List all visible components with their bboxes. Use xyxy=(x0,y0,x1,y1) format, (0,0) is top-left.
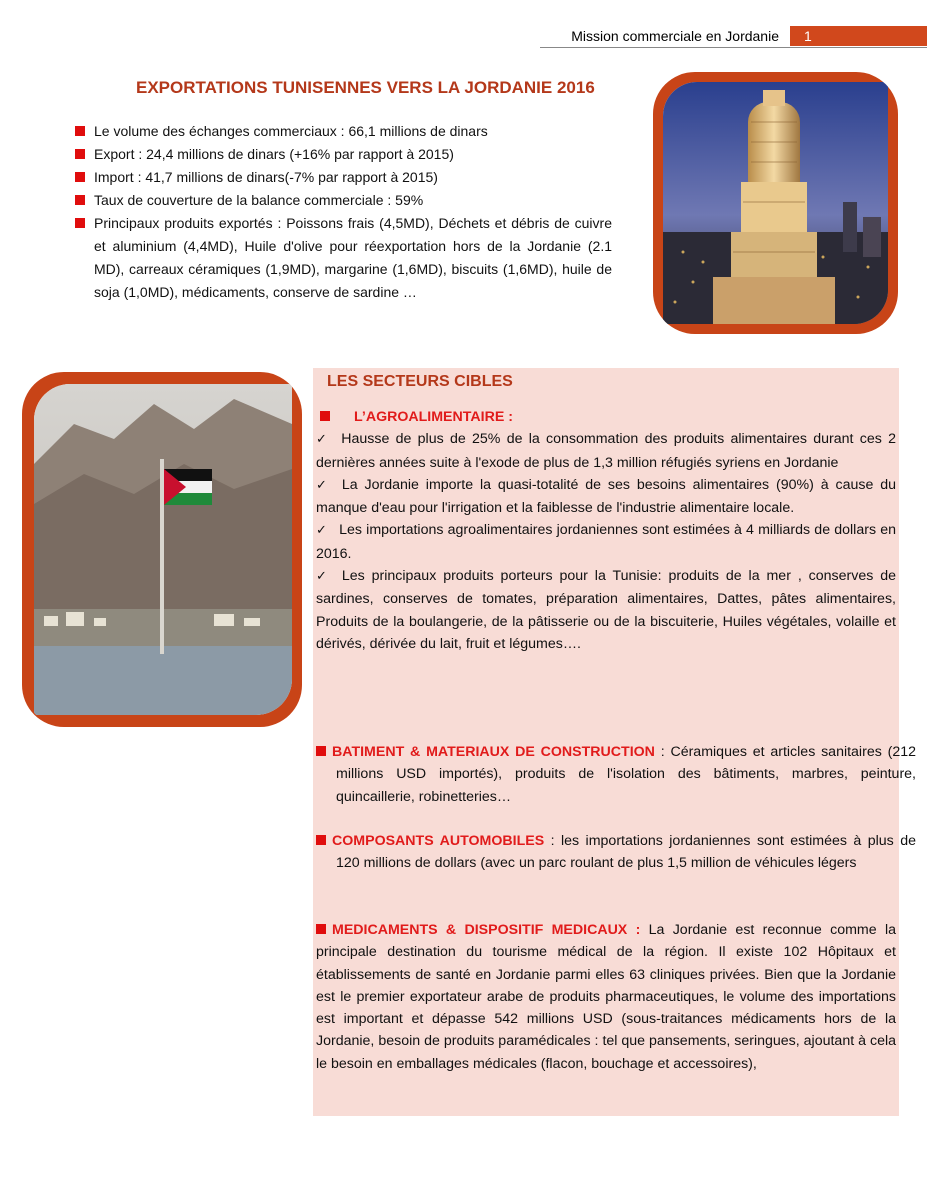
exports-list xyxy=(75,120,612,304)
red-square-icon xyxy=(320,411,330,421)
page-number: 1 xyxy=(790,26,927,46)
list-item: Taux de couverture de la balance commerciale : 59% xyxy=(75,189,612,212)
red-square-icon xyxy=(316,746,326,756)
list-item: Import : 41,7 millions de dinars(-7% par rapport à 2015) xyxy=(75,166,612,189)
target-sectors-panel xyxy=(313,368,916,1116)
aqaba-flag-photo xyxy=(34,384,292,715)
list-item: ✓ Les principaux produits porteurs pour la Tunisie: produits de la mer , conserves de sardines, conserves de tomates, préparation alimentaires, Dattes, pâtes alimentaires, Produits de la boulangerie, de la pâtisserie ou de la biscuiterie, Huiles végétales, volaille et dérivés, dérivée du lait, fruit et légumes…. xyxy=(316,568,896,652)
header-divider xyxy=(540,47,927,48)
list-item: ✓ Les importations agroalimentaires jordaniennes sont estimées à 4 milliards de dollars en 2016. xyxy=(316,522,896,562)
automotive-section: COMPOSANTS AUTOMOBILES : les importations jordaniennes sont estimées à plus de 120 millions de dollars (avec un parc roulant de plus 1,5 million de véhicules légers xyxy=(316,830,916,875)
medical-section: MEDICAMENTS & DISPOSITIF MEDICAUX : La Jordanie est reconnue comme la principale destination du tourisme médical de la région. Il existe 102 Hôpitaux et établissements de santé en Jordanie parmi elles 63 cliniques privées. Bien que la Jordanie est le premier exportateur arabe de produits pharmaceutiques, le volume des importations est important et dépasse 542 millions USD (sous-traitances médicaments hors de la Jordanie, besoin de produits paramédicales : tel que pansements, seringues, ajoutant à cela le besoin en emballages médicales (flacon, bouchage et accessoires), xyxy=(316,922,896,1072)
red-square-icon xyxy=(75,218,85,228)
hotel-photo xyxy=(663,82,888,324)
list-item: Export : 24,4 millions de dinars (+16% par rapport à 2015) xyxy=(75,143,612,166)
jordan-flag xyxy=(164,469,212,505)
checkmark-icon: ✓ xyxy=(316,477,330,493)
aqaba-photo-frame xyxy=(22,372,302,727)
construction-section: BATIMENT & MATERIAUX DE CONSTRUCTION : Céramiques et articles sanitaires (212 millions USD importés), produits de l'isolation des bâtiments, marbres, peinture, quincaillerie, robinetteries… xyxy=(316,741,916,808)
checkmark-icon: ✓ xyxy=(316,432,330,448)
red-square-icon xyxy=(75,172,85,182)
red-square-icon xyxy=(316,924,326,934)
exports-title: EXPORTATIONS TUNISENNES VERS LA JORDANIE 2016 xyxy=(136,78,595,97)
red-square-icon xyxy=(75,126,85,136)
agro-section xyxy=(316,406,896,655)
list-item: ✓ La Jordanie importe la quasi-totalité de ses besoins alimentaires (90%) à cause du manque d'eau pour l'irrigation et la faiblesse de l'industrie alimentaire locale. xyxy=(316,476,896,517)
red-square-icon xyxy=(75,149,85,159)
checkmark-icon: ✓ xyxy=(316,523,328,539)
red-square-icon xyxy=(75,195,85,205)
header-title: Mission commerciale en Jordanie xyxy=(571,28,779,44)
list-item: Le volume des échanges commerciaux : 66,1 millions de dinars xyxy=(75,120,612,143)
agro-heading: L’AGROALIMENTAIRE : xyxy=(316,406,896,428)
sectors-title: LES SECTEURS CIBLES xyxy=(327,373,513,390)
list-item: ✓ Hausse de plus de 25% de la consommation des produits alimentaires durant ces 2 dernières années suite à l'exode de plus de 1,3 million réfugiés syriens en Jordanie xyxy=(316,431,896,471)
hotel-photo-frame xyxy=(653,72,898,334)
red-square-icon xyxy=(316,835,326,845)
list-item: Principaux produits exportés : Poissons frais (4,5MD), Déchets et débris de cuivre et aluminium (4,4MD), Huile d'olive pour réexportation hors de la Jordanie (2.1 MD), carreaux céramiques (1,9MD), margarine (1,6MD), biscuits (1,6MD), huile de soja (1,0MD), médicaments, conserve de sardine … xyxy=(75,212,612,304)
checkmark-icon: ✓ xyxy=(316,569,330,585)
page-header xyxy=(0,26,927,48)
